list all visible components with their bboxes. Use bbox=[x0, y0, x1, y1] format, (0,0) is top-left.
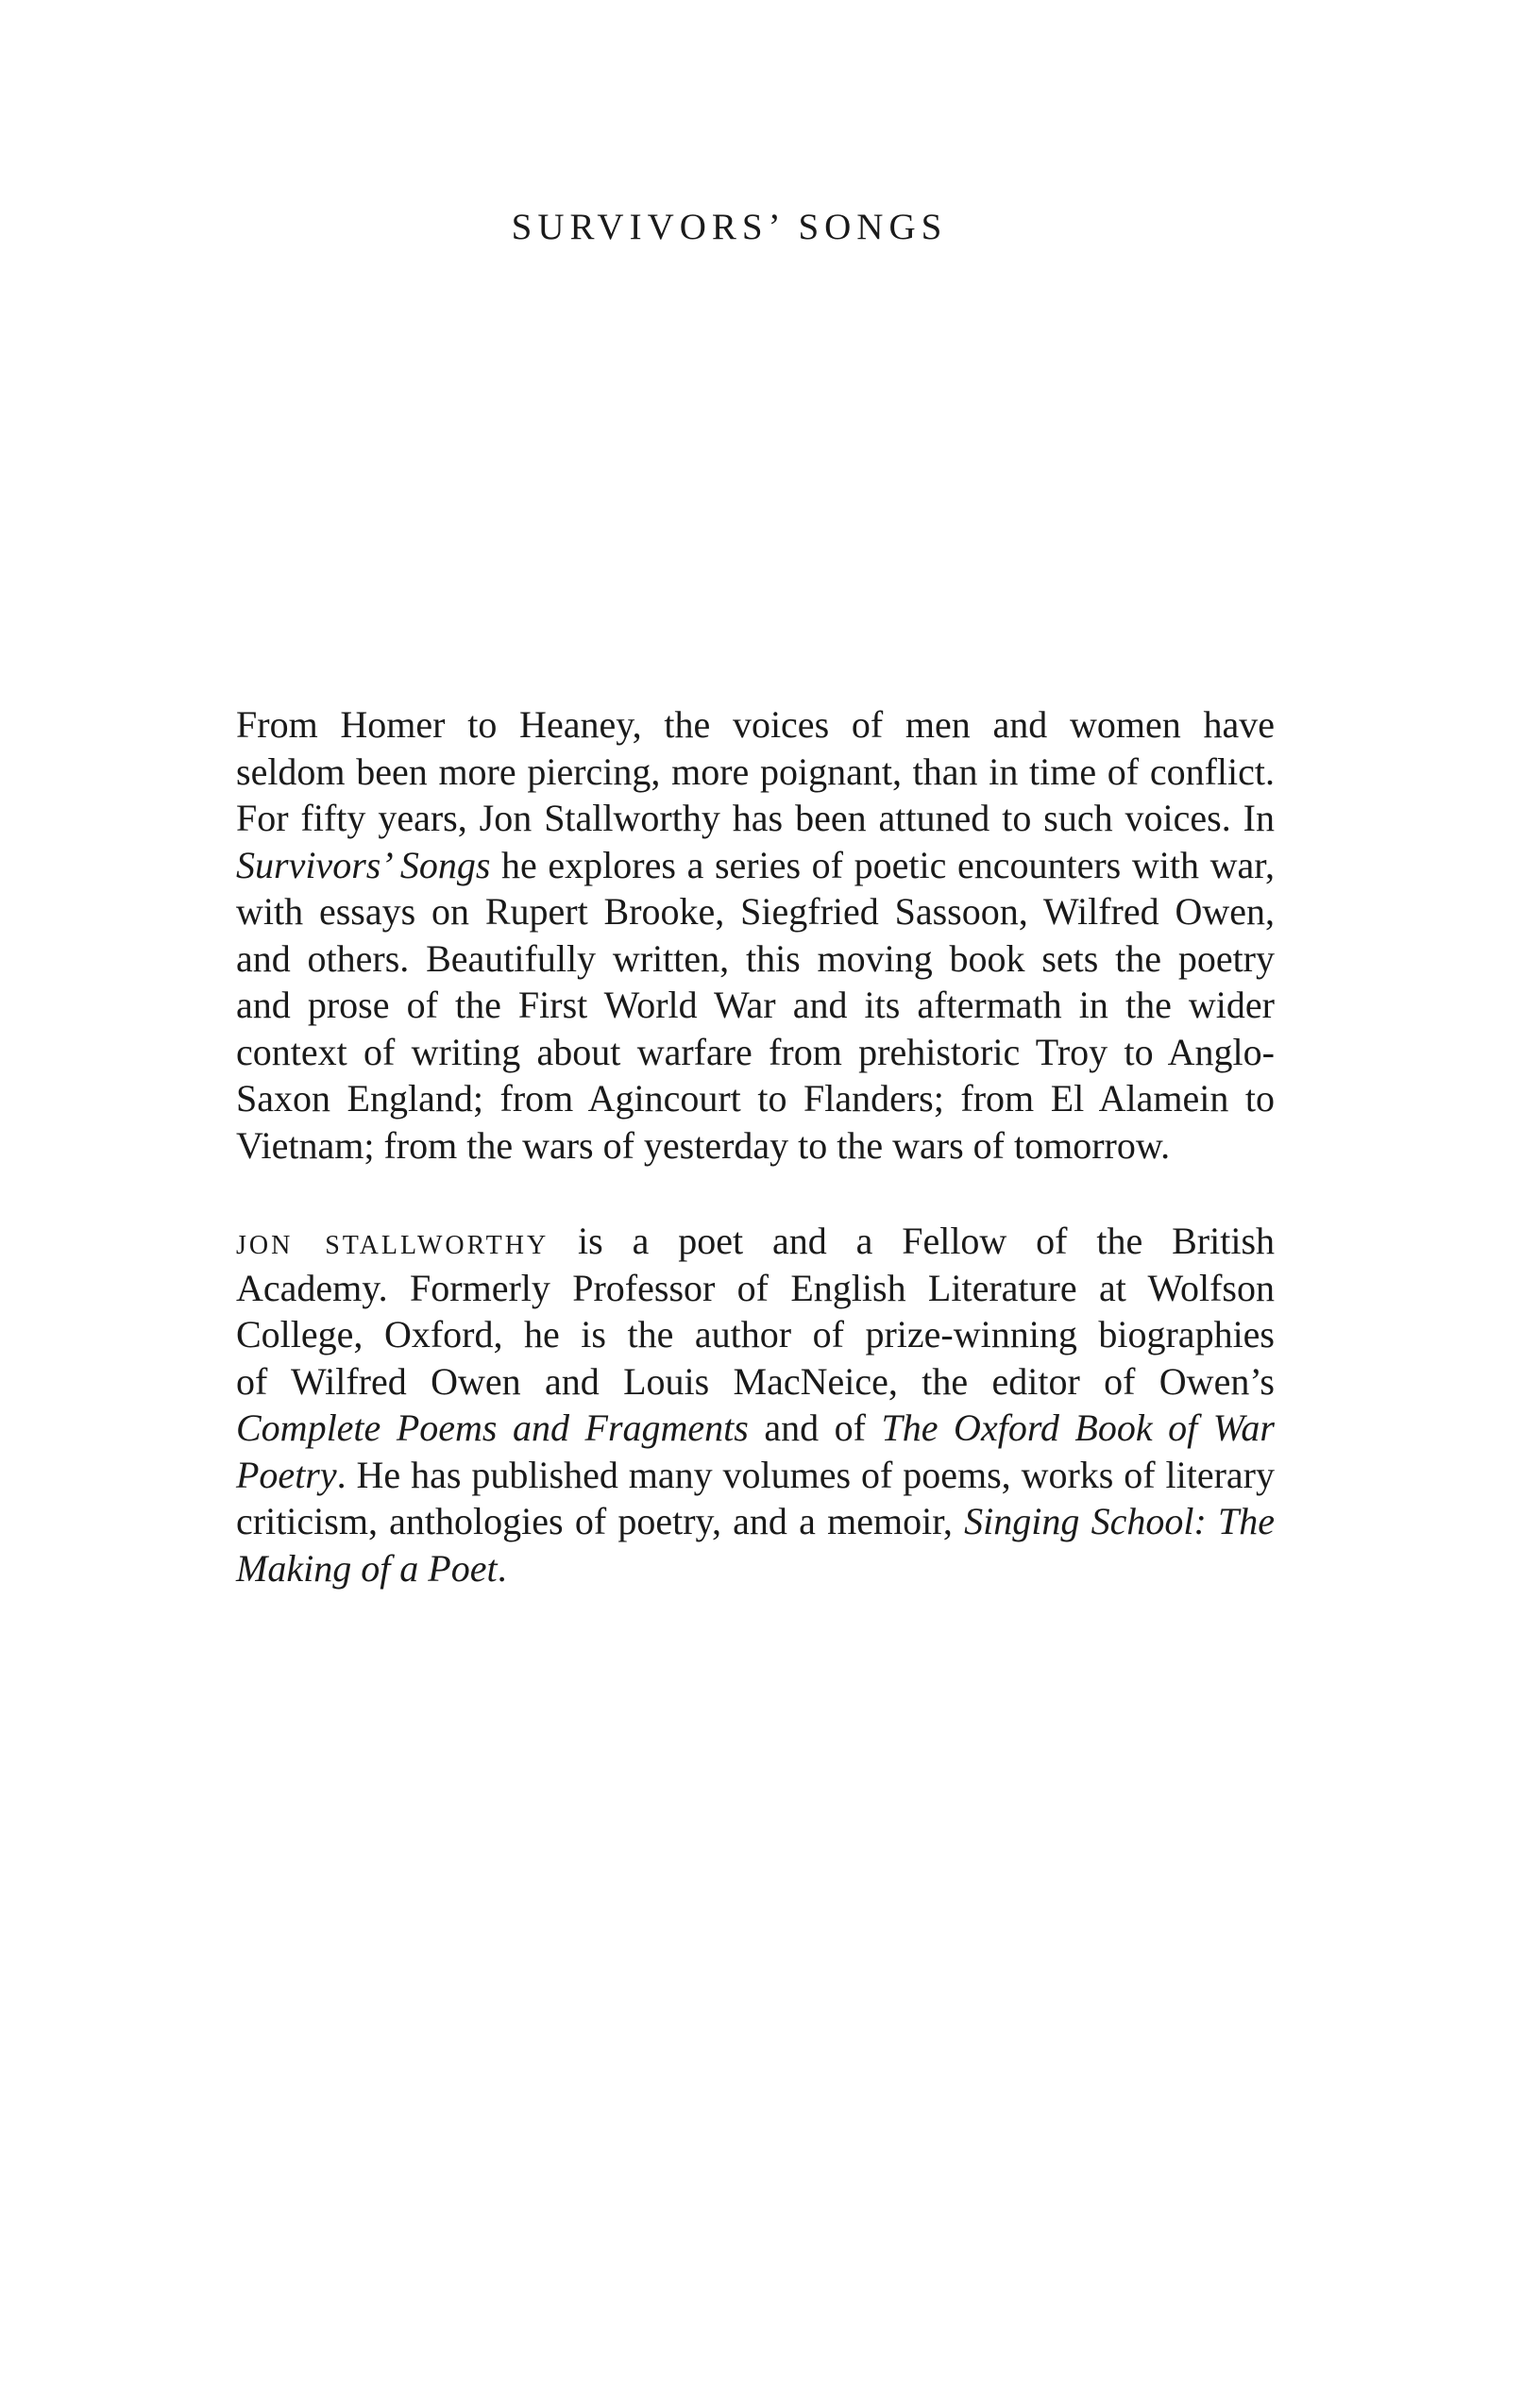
work-title-italic: Poetry bbox=[236, 1453, 337, 1496]
blurb-line: and others. Beautifully written, this moving book sets the poetry bbox=[236, 936, 1275, 980]
bio-line-text: . He has published many volumes of poems, works of literary bbox=[336, 1453, 1275, 1496]
author-name: jon stallworthy bbox=[236, 1220, 550, 1262]
book-title-italic: Survivors’ Songs bbox=[236, 843, 491, 886]
bio-line: of Wilfred Owen and Louis MacNeice, the editor of Owen’s bbox=[236, 1359, 1275, 1403]
bio-line-text: criticism, anthologies of poetry, and a memoir, bbox=[236, 1500, 965, 1542]
work-title-italic: The Oxford Book of War bbox=[881, 1406, 1276, 1449]
author-bio bbox=[236, 1218, 1275, 1591]
blurb-line bbox=[236, 842, 1275, 889]
bio-line bbox=[236, 1218, 1275, 1265]
bio-line-text: and of bbox=[748, 1406, 882, 1449]
bio-line bbox=[236, 1498, 1275, 1545]
blurb-line: and prose of the First World War and its aftermath in the wider bbox=[236, 984, 1275, 1026]
book-blurb bbox=[236, 701, 1275, 1169]
bio-line: College, Oxford, he is the author of prize-winning biographies bbox=[236, 1313, 1275, 1356]
blurb-line: From Homer to Heaney, the voices of men and women have bbox=[236, 703, 1275, 746]
work-title-italic: Complete Poems and Fragments bbox=[236, 1406, 749, 1449]
blurb-line: Saxon England; from Agincourt to Flanders; from El Alamein to bbox=[236, 1077, 1275, 1120]
work-title-italic: Making of a Poet bbox=[236, 1546, 498, 1590]
blurb-line: context of writing about warfare from prehistoric Troy to Anglo- bbox=[236, 1030, 1275, 1073]
work-title-italic: Singing School: The bbox=[964, 1500, 1275, 1542]
bio-line: Academy. Formerly Professor of English Literature at Wolfson bbox=[236, 1266, 1275, 1309]
blurb-line: seldom been more piercing, more poignant, than in time of conflict. bbox=[236, 749, 1275, 793]
blurb-line: Vietnam; from the wars of yesterday to the wars of tomorrow. bbox=[236, 1123, 1171, 1167]
bio-line bbox=[236, 1405, 1275, 1452]
bio-line-text: . bbox=[497, 1546, 507, 1590]
bio-line-text: is a poet and a Fellow of the British bbox=[549, 1220, 1276, 1262]
blurb-line: For fifty years, Jon Stallworthy has been attuned to such voices. In bbox=[236, 797, 1275, 839]
bio-line bbox=[236, 1545, 1275, 1592]
bio-line bbox=[236, 1452, 1275, 1499]
book-title: SURVIVORS’ SONGS bbox=[511, 207, 948, 247]
blurb-line-text: he explores a series of poetic encounters with war, bbox=[490, 843, 1275, 886]
blurb-line: with essays on Rupert Brooke, Siegfried Sassoon, Wilfred Owen, bbox=[236, 890, 1275, 933]
